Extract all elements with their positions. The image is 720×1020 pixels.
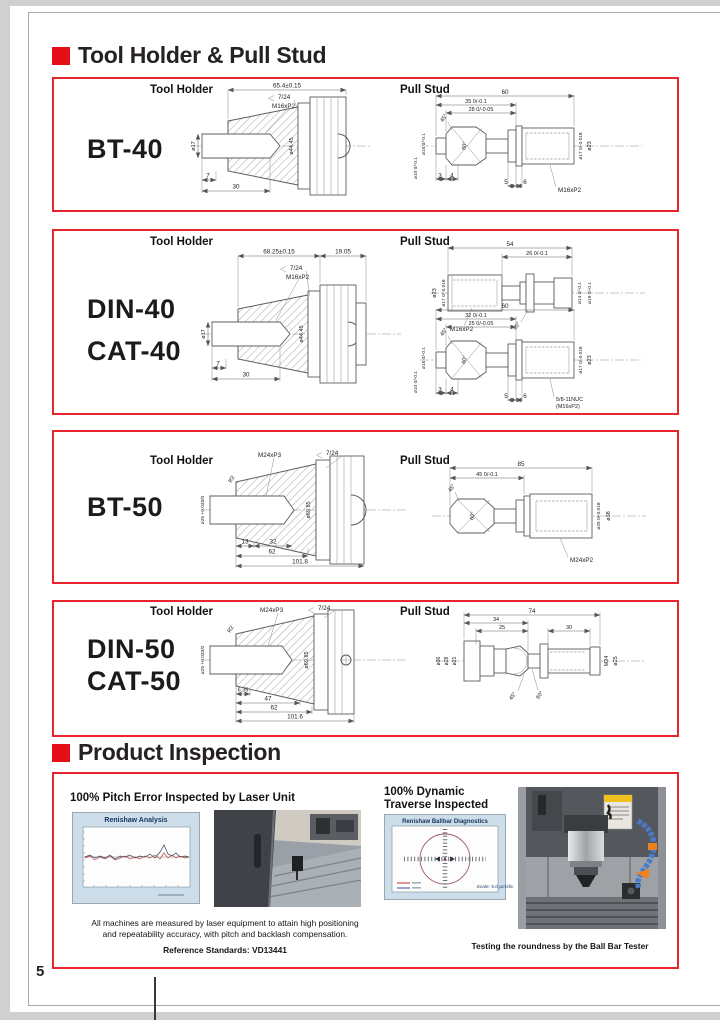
model-cat50: CAT-50 <box>87 666 182 696</box>
head-dia-label: ø15 0/-0.1 <box>422 133 427 155</box>
shank-dia-label: ø25 0/-0.018 <box>597 502 602 530</box>
dim-label: 6 <box>523 393 527 400</box>
shank-dia-label: ø17 0/-0.018 <box>579 132 584 160</box>
dim-label: 3 <box>438 172 442 180</box>
end-dia-label: ø25 <box>613 656 619 666</box>
caption-line-2: and repeatability accuracy, with pitch and backlash compensation. <box>102 929 348 939</box>
outer-dia-label: ø23 <box>432 288 438 298</box>
laser-inspection-photo <box>214 810 361 907</box>
pitch-error-heading: 100% Pitch Error Inspected by Laser Unit <box>70 792 295 804</box>
angle-label: 60° <box>469 511 477 521</box>
section-tool-holder-header <box>52 42 327 69</box>
binding-mark <box>154 977 156 1020</box>
dim-label: 6 <box>523 179 527 186</box>
thread-label: 5/8-11NUC <box>556 397 584 403</box>
drawing-geometry <box>202 453 406 569</box>
tool-holder-label: Tool Holder <box>150 455 214 467</box>
outer-dia-label: ø23 <box>587 355 593 365</box>
reference-standards: Reference Standards: VD13441 <box>163 945 287 955</box>
dim-label: 19.05 <box>335 248 351 256</box>
thread-label: M24xP2 <box>570 557 594 564</box>
laser-caption <box>60 918 390 940</box>
head-dia-label: ø15 0/-0.1 <box>422 347 427 369</box>
page-number: 5 <box>36 963 45 980</box>
heading-line-1: 100% Dynamic <box>384 786 465 798</box>
ballbar-test-photo <box>518 787 666 929</box>
thread-label: M16xP2 <box>272 103 296 110</box>
thread-label: M16xP2 <box>450 326 474 333</box>
thread-label: M24xP3 <box>258 452 282 459</box>
heading-line-2: Traverse Inspected <box>384 798 489 811</box>
dim-label: 6.35 <box>237 687 249 694</box>
bt40-pull-stud-drawing <box>412 86 652 198</box>
dim-label: 65.4±0.15 <box>273 82 301 90</box>
dim-label: 4 <box>450 172 454 180</box>
dynamic-traverse-heading <box>384 786 488 811</box>
taper-label: 7/24 <box>278 94 291 101</box>
angle-label: 45° <box>439 327 450 338</box>
dim-label: 85 <box>517 461 525 468</box>
section-title: Tool Holder & Pull Stud <box>78 42 327 68</box>
thread-label: M16xP2 <box>286 274 310 281</box>
dim-label: 47 <box>264 695 272 703</box>
dim-label: 7 <box>206 172 210 180</box>
gauge-dia-label: ø69.85 <box>304 651 310 669</box>
dim-label: 3 <box>438 386 442 394</box>
gauge-dia-label: ø44.45 <box>289 137 295 155</box>
section-inspection-header <box>52 739 281 766</box>
dim-label: 68.25±0.15 <box>263 248 295 256</box>
dim-label: 5 <box>504 393 508 400</box>
thread-label: M16xP2 <box>558 187 582 194</box>
dia-label: ø28 <box>444 656 450 666</box>
din50-pull-stud-drawing <box>428 606 653 711</box>
pull-stud-label: Pull Stud <box>400 455 450 467</box>
tool-holder-label: Tool Holder <box>150 236 214 248</box>
nose-dia-label: ø10 0/-0.1 <box>414 371 419 393</box>
dim-label: 25 0/-0.05 <box>468 321 494 327</box>
shank-dia-label: ø17 0/-0.018 <box>442 279 447 307</box>
dim-label: 25 <box>498 625 506 631</box>
din50-tool-holder-drawing <box>196 602 411 728</box>
dim-label: 30 <box>232 183 240 191</box>
angle-label: 45° <box>439 113 450 124</box>
dim-label: 45 0/-0.1 <box>476 472 498 478</box>
dim-label: 13 <box>241 538 249 546</box>
outer-dia-label: ø23 <box>587 141 593 151</box>
radius-label: R2 <box>227 474 237 485</box>
dim-label: 101.6 <box>287 713 303 721</box>
cat40-pull-stud-drawing <box>412 300 652 412</box>
drawing-geometry <box>436 612 646 691</box>
dim-label: 30 <box>242 371 250 379</box>
bt50-tool-holder-drawing <box>196 446 411 578</box>
dim-label: 62 <box>268 548 276 556</box>
dia-label: ø14 0/-0.1 <box>578 282 583 304</box>
renishaw-analysis-chart <box>72 812 200 904</box>
dim-label: 30 <box>565 625 573 631</box>
thread-label: M24 <box>604 655 610 667</box>
chart-title: Renishaw Analysis <box>104 817 168 824</box>
model-din50: DIN-50 <box>87 634 176 664</box>
dim-label: 34 <box>492 617 500 623</box>
model-cat40: CAT-40 <box>87 336 182 366</box>
dim-label: 26 0/-0.1 <box>526 251 548 257</box>
angle-label: 60° <box>461 141 469 151</box>
pull-stud-label: Pull Stud <box>400 84 450 96</box>
bore-dia-label: ø25 +0.033/0 <box>201 495 206 525</box>
dim-label: 32 0/-0.1 <box>465 313 487 319</box>
dim-label: 60 <box>501 303 509 310</box>
taper-label: 7/24 <box>318 605 331 612</box>
model-bt50: BT-50 <box>87 492 164 522</box>
axis-caption-greek <box>158 894 184 896</box>
dim-label: 54 <box>506 241 514 248</box>
tool-holder-label: Tool Holder <box>150 606 214 618</box>
dim-label: 74 <box>528 608 536 615</box>
caption-line-1: All machines are measured by laser equipment to attain high positioning <box>91 918 359 928</box>
dim-label: 4 <box>450 386 454 394</box>
outer-dia-label: ø38 <box>606 511 612 521</box>
thread-label: M24xP3 <box>260 607 284 614</box>
dia-label: ø21 <box>452 656 458 666</box>
angle-label: 60° <box>461 355 469 365</box>
dim-label: 101.8 <box>292 558 308 566</box>
renishaw-ballbar-chart <box>384 814 514 900</box>
bore-dia-label: ø17 <box>201 329 207 339</box>
bt50-pull-stud-drawing <box>424 458 654 570</box>
gauge-dia-label: ø69.85 <box>306 501 312 519</box>
shank-dia-label: ø17 0/-0.018 <box>579 346 584 374</box>
taper-label: 7/24 <box>290 265 303 272</box>
model-bt40: BT-40 <box>87 134 164 164</box>
bore-dia-label: ø25 +0.033/0 <box>201 645 206 675</box>
dim-label: 32 <box>269 538 277 546</box>
model-din40: DIN-40 <box>87 294 176 324</box>
din40-tool-holder-drawing <box>196 246 406 401</box>
angle-label: 45° <box>508 691 519 702</box>
dim-label: 5 <box>504 179 508 186</box>
radius-label: R2 <box>226 624 236 635</box>
dim-label: 35 0/-0.1 <box>465 99 487 105</box>
bt40-tool-holder-drawing <box>186 80 376 206</box>
red-square-bullet <box>52 47 70 65</box>
gauge-dia-label: ø44.45 <box>299 325 305 343</box>
bore-dia-label: ø17 <box>191 141 197 151</box>
dim-label: 60 <box>501 89 509 96</box>
drawing-geometry <box>432 467 646 557</box>
chart-title: Renishaw Ballbar Diagnostics <box>402 819 488 825</box>
nose-dia-label: ø10 0/-0.1 <box>414 157 419 179</box>
angle-label: 45° <box>447 483 458 494</box>
dia-label: ø19 0/-0.1 <box>588 282 593 304</box>
dim-label: 62 <box>270 704 278 712</box>
dim-label: 28 0/-0.05 <box>468 107 494 113</box>
dia-label: ø36 <box>436 656 442 666</box>
taper-label: 7/24 <box>326 450 339 457</box>
ballbar-caption: Testing the roundness by the Ball Bar Tester <box>471 941 649 951</box>
pull-stud-label: Pull Stud <box>400 606 450 618</box>
thread-label: (M16xP2) <box>556 404 580 410</box>
tool-holder-label: Tool Holder <box>150 84 214 96</box>
scale-note: Scale: 5.0 µm/div <box>476 885 514 890</box>
angle-label: 45° <box>512 321 523 332</box>
section-title: Product Inspection <box>78 739 281 765</box>
angle-label: 60° <box>535 690 546 701</box>
dim-label: 7 <box>216 360 220 368</box>
red-square-bullet <box>52 744 70 762</box>
pull-stud-label: Pull Stud <box>400 236 450 248</box>
